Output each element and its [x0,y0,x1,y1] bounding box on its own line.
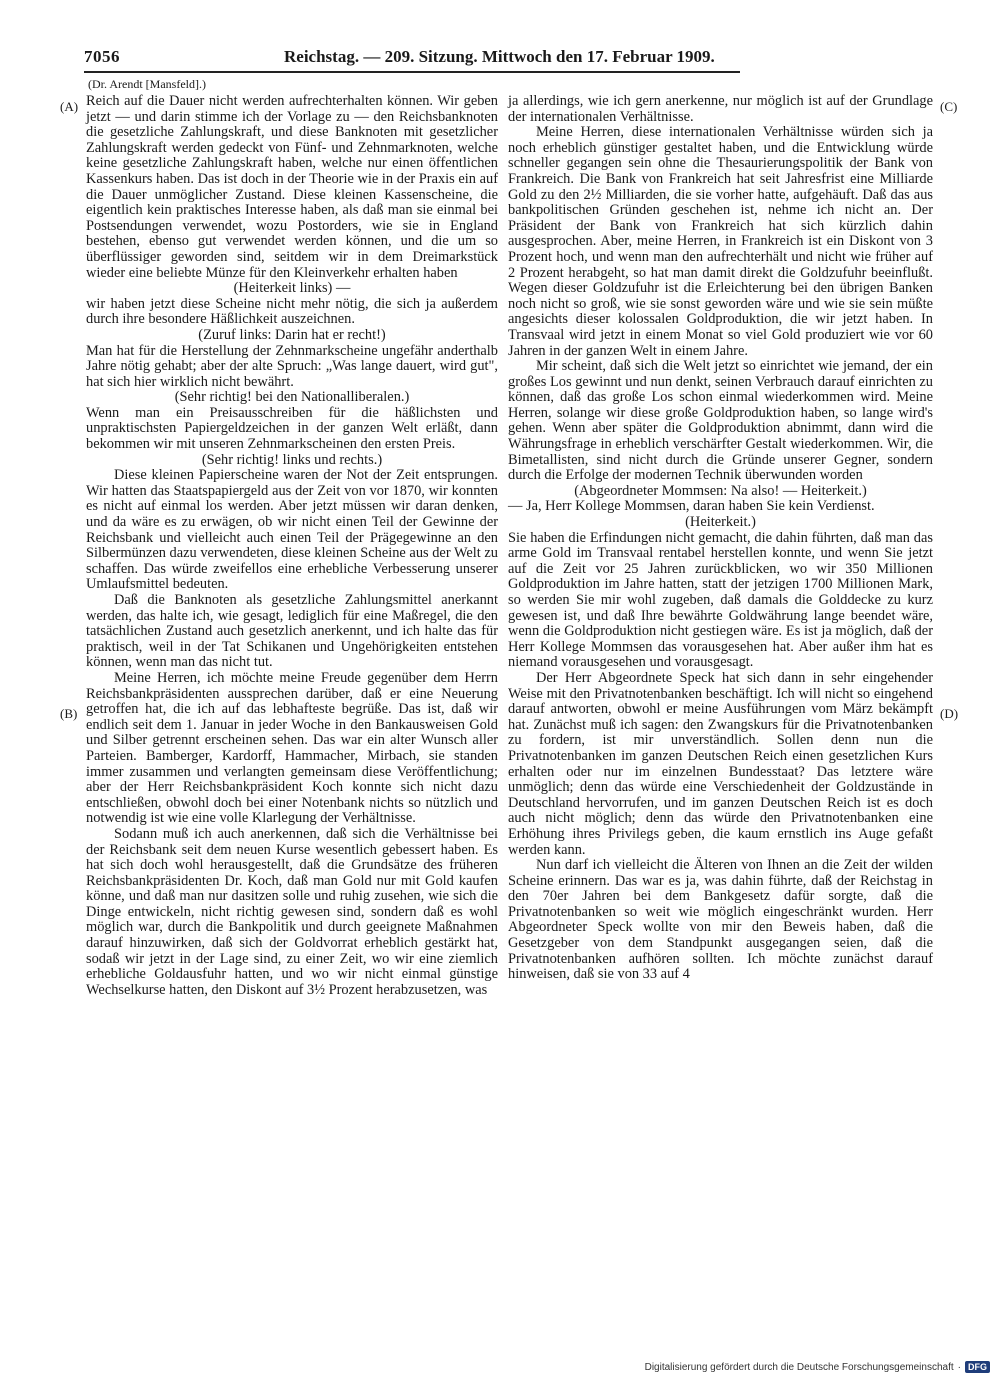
footer-text: Digitalisierung gefördert durch die Deutsche Forschungsgemeinschaft [644,1361,954,1373]
dfg-logo-icon: DFG [965,1361,990,1373]
right-column [508,94,933,983]
separator-icon: · [957,1361,961,1373]
margin-label-c: (C) [940,99,958,114]
interjection: (Abgeordneter Mommsen: Na also! — Heiterkeit.) [574,482,867,499]
paragraph: Der Herr Abgeordnete Speck hat sich dann in sehr eingehender Weise mit den Privatnotenbanken beschäftigt. Ich will nicht so eingehend darauf antworten, obwohl er meine Ausführungen vom März bekämpft hat. Zunächst muß ich sagen: den Zwangskurs für die Privatnotenbanken zu fordern, ist mir unverständlich. Sollen denn nun die Privatnotenbanken im ganzen Deutschen Reich einen gesetzlichen Kurs erhalten oder nur im einzelnen Bundesstaat? Das letztere wäre unmöglich; denn das würde eine Verschiedenheit der Goldzustände in Deutschland hervorrufen, und im ganzen Deutschen Reich ist es doch auch nicht möglich; denn das würde den Privatnotenbanken eine Erhöhung ihres Privilegs geben, die kaum ernstlich ins Auge gefaßt werden kann. [508,669,933,858]
paragraph: Reich auf die Dauer nicht werden aufrechterhalten können. Wir geben jetzt — und darin stimme ich der Vorlage zu — den Reichsbanknoten die gesetzliche Zahlungskraft, und diese Banknoten mit gesetzlicher Zahlungskraft werden gedeckt von Fünf- und Zehnmarknoten, welche keine gesetzliche Zahlungskraft haben, welche nur einen öffentlichen Kassenkurs haben. Das ist doch in der Theorie wie in der Praxis ein auf die Dauer unmöglicher Zustand. Diese kleinen Kassenscheine, die eigentlich kein praktisches Interesse haben, als daß man sie einmal bei Postsendungen verwendet, wozu Postorders, wie sie in England bestehen, ebenso gut verwendet werden können, und die um so überflüssiger geworden sind, seitdem wir in dem Dreimarkstück wieder eine beliebte Münze für den Kleinverkehr erhalten haben [86,93,498,281]
margin-label-b: (B) [60,706,78,721]
paragraph: Meine Herren, diese internationalen Verhältnisse würden sich ja noch erheblich günstiger gestaltet haben, und die Entwicklung würde schneller gegangen sein ohne die Thesaurierungspolitik der Bank von Frankreich. Die Bank von Frankreich hat seit Jahresfrist eine Milliarde Gold zu den 2½ Milliarden, die sie vorher hatte, aufgehäuft. Daß das aus bankpolitischen Gründen geschehen ist, nehme ich nicht an. Der Präsident der Bank von Frankreich hat sich kürzlich dahin ausgesprochen. Aber, meine Herren, in Frankreich ist ein Diskont von 3 Prozent hoch, und wenn man den aufrechterhält und nicht wie früher auf 2 Prozent herabgeht, so hat man damit direkt die Goldzufuhr beeinflußt. Wegen dieser Goldzufuhr ist die Erleichterung bei den übrigen Banken noch nicht so groß, wie sie sonst geworden wäre und wie sie sein müßte angesichts dieser kolossalen Goldproduktion, die wir jetzt haben. In Transvaal wird jetzt in einem Monat so viel Gold produziert wie vor 60 Jahren in der ganzen Welt in einem Jahre. [508,124,933,359]
footer [645,1361,990,1373]
paragraph: — Ja, Herr Kollege Mommsen, daran haben Sie kein Verdienst. [508,498,875,515]
running-title: Reichstag. — 209. Sitzung. Mittwoch den 17. Februar 1909. [284,47,715,66]
paragraph: Daß die Banknoten als gesetzliche Zahlungsmittel anerkannt werden, das halte ich, wie gesagt, lediglich für eine Maßregel, die den tatsächlichen Zustand auch gesetzlich anerkennt, und ich halte das für praktisch, weil in der Tat Schikanen und Ungehörigkeiten entstehen können, wenn man das nicht tut. [86,592,498,671]
paragraph: Mir scheint, daß sich die Welt jetzt so einrichtet wie jemand, der ein großes Los gewinnt und nun denkt, seinen Verbrauch darauf einrichten zu können, daß das große Los schon einmal wiederkommen wird. Meine Herren, solange wir diese große Goldproduktion haben, so lange wird's gehen. Wenn aber später die Goldproduktion abnimmt, dann wird die Währungsfrage in erheblich verschärfter Gestalt wiederkommen. Wir, die Bimetallisten, sind nicht durch die Gründe unserer Gegner, sondern durch die Erfolge der modernen Technik überwunden worden [508,358,933,484]
interjection: (Heiterkeit.) [685,514,756,531]
header-rule [84,71,740,73]
paragraph: Wenn man ein Preisausschreiben für die häßlichsten und unpraktischsten Papiergeldzeichen in der ganzen Welt erläßt, dann bekommen wir mit unseren Zehnmarkscheinen den ersten Preis. [86,404,498,453]
page-number: 7056 [84,47,120,66]
page-header [84,47,740,71]
speaker-label: (Dr. Arendt [Mansfeld].) [88,77,206,91]
paragraph: Meine Herren, ich möchte meine Freude gegenüber dem Herrn Reichsbankpräsidenten aussprechen darüber, daß er eine Neuerung getroffen hat, die ich auf das lebhafteste begrüße. Das ist, daß wir endlich seit dem 1. Januar in jeder Woche in den Bankausweisen Gold und Silber getrennt erscheinen sehen. Das war ein alter Wunsch aller Parteien. Bamberger, Kardorff, Hammacher, Mirbach, sie standen immer zusammen und verlangten gemeinsam diese Veröffentlichung; aber der Herr Reichsbankpräsident Koch konnte sich nicht dazu entschließen, obwohl doch bei einer Notenbank nichts so nützlich und notwendig ist wie eine volle Klarlegung der Verhältnisse. [86,669,498,827]
interjection: (Heiterkeit links) — [233,280,351,297]
interjection: (Sehr richtig! bei den Nationalliberalen.) [174,389,410,406]
interjection: (Zuruf links: Darin hat er recht!) [198,326,386,343]
left-column [86,94,498,998]
interjection: (Sehr richtig! links und rechts.) [201,451,383,468]
margin-label-d: (D) [940,706,959,721]
paragraph: Sodann muß ich auch anerkennen, daß sich die Verhältnisse bei der Reichsbank seit dem neuen Kurse wesentlich gebessert haben. Es hat sich doch wohl herausgestellt, daß die Grundsätze des früheren Reichsbankpräsidenten Dr. Koch, daß man Gold nur mit Gold kaufen könne, und daß man nur dasitzen solle und ruhig zusehen, wie sich die Dinge entwickeln, nicht richtig gewesen sind, sondern daß es wohl möglich war, durch die Bankpolitik und durch geeignete Maßnahmen darauf hinzuwirken, daß sich der Goldvorrat erheblich gestärkt hat, sodaß wir jetzt in der Lage sind, zu einer Zeit, wo wir eine ziemlich erhebliche Goldausfuhr hatten, und wo wir nicht einmal günstige Wechselkurse hatten, den Diskont auf 3½ Prozent herabzusetzen, was [86,825,498,998]
paragraph: wir haben jetzt diese Scheine nicht mehr nötig, die sich ja außerdem durch ihre besondere Häßlichkeit auszeichnen. [86,295,498,328]
paragraph: Nun darf ich vielleicht die Älteren von Ihnen an die Zeit der wilden Scheine erinnern. Das war es ja, was dahin führte, daß der Reichstag in den 70er Jahren bei dem Bankgesetz dafür sorgte, daß die Privatnotenbanken so weit wie möglich eingeschränkt wurden. Herr Abgeordneter Speck wollte von mir den Beweis haben, daß die Gesetzgeber von dem Standpunkt ausgegangen seien, daß die Privatnotenbanken aufhören sollten. Ich möchte zunächst darauf hinweisen, daß sie von 33 auf 4 [508,857,933,983]
paragraph: Man hat für die Herstellung der Zehnmarkscheine ungefähr anderthalb Jahre nötig gehabt; aber der alte Spruch: „Was lange dauert, wird gut", hat sich hier wirklich nicht bewährt. [86,342,498,390]
margin-label-a: (A) [60,99,79,114]
paragraph: Sie haben die Erfindungen nicht gemacht, die dahin führten, daß man das arme Gold im Transvaal rentabel herstellen konnte, und wenn Sie jetzt auf die Zeit vor 25 Jahren zurückblicken, wo wir 350 Millionen Goldproduktion im Jahre hatten, statt der jetzigen 1700 Millionen Mark, so werden Sie mir wohl zugeben, daß damals die Golddecke zu kurz gewesen ist, und daß Ihre bewährte Goldwährung lange beendet wäre, wenn die Goldproduktion nicht gestiegen wäre. Es ist ja möglich, daß der Herr Kollege Mommsen das vorausgesehen hat. Aber außer ihm hat es niemand vorausgesehen und vorausgesagt. [508,529,933,671]
paragraph: Diese kleinen Papierscheine waren der Not der Zeit entsprungen. Wir hatten das Staatspapiergeld aus der Zeit von vor 1870, wir konnten es nicht auf einmal los werden. Aber jetzt müssen wir daran denken, und da wäre es zu erwägen, ob wir nicht einen Teil der Gewinne der Reichsbank und vielleicht auch einen Teil der Prägegewinne an den Silbermünzen dazu verwendeten, diese kleinen Scheine aus der Welt zu schaffen. Das würde zweifellos eine erhebliche Verbesserung unserer Umlaufsmittel bedeuten. [86,467,498,593]
paragraph: ja allerdings, wie ich gern anerkenne, nur möglich ist auf der Grundlage der internationalen Verhältnisse. [508,93,933,125]
